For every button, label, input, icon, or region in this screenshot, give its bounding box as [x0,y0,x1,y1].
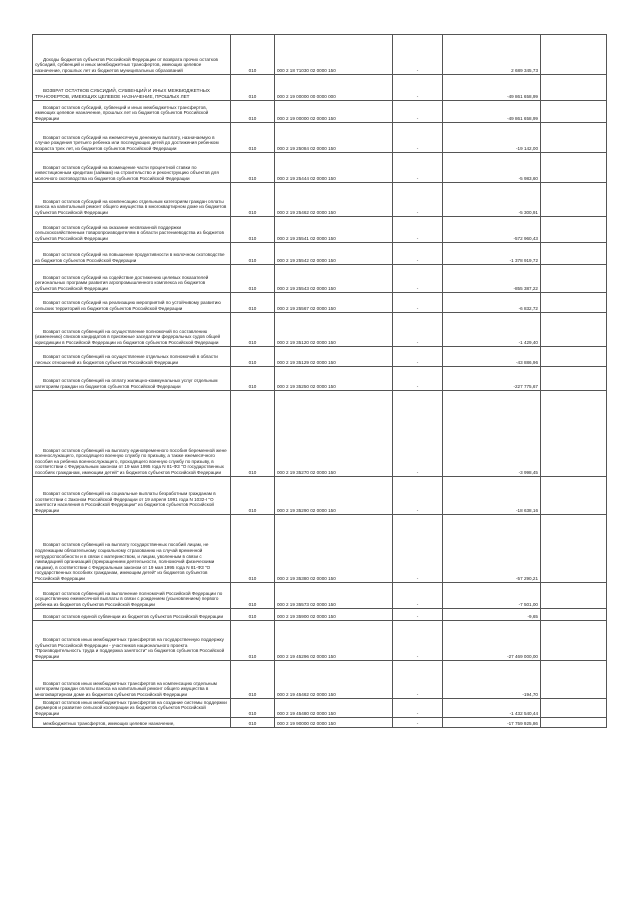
row-name-cell: Возврат остатков субвенций на выполнение полномочий Российской Федерации по осуществлению ежемесячной выплаты в связи с рождением (усыновлением) первого ребенка из бюджетов субъектов Российской Федерации [33,583,231,609]
row-approved-cell: - [393,183,443,217]
row-line-code-cell: 010 [231,609,275,621]
table-row [33,661,607,699]
row-executed-amount-cell: -49 861 658,99 [443,75,541,101]
row-approved-cell: - [393,243,443,265]
row-executed-amount-cell: -194,70 [443,661,541,699]
row-name-cell: Доходы бюджетов субъектов Российской Федерации от возврата прочих остатков субсидий, субвенций и иных межбюджетных трансфертов, имеющих целевое назначение, прошлых лет из бюджетов муниципальных образований [33,35,231,75]
row-unexecuted-cell [541,621,607,661]
row-budget-code-cell: 000 2 19 25462 02 0000 150 [275,183,393,217]
row-name-cell: ВОЗВРАТ ОСТАТКОВ СУБСИДИЙ, СУБВЕНЦИЙ И ИНЫХ МЕЖБЮДЖЕТНЫХ ТРАНСФЕРТОВ, ИМЕЮЩИХ ЦЕЛЕВОЕ НАЗНАЧЕНИЕ, ПРОШЛЫХ ЛЕТ [33,75,231,101]
row-budget-code-cell: 000 2 19 45480 02 0000 150 [275,699,393,718]
row-executed-amount-cell: -49 861 658,99 [443,101,541,123]
row-executed-amount-cell: -19 142,00 [443,123,541,153]
table-row [33,621,607,661]
row-approved-cell: - [393,75,443,101]
row-name-cell: Возврат остатков субвенций на социальные выплаты безработным гражданам в соответствии с Законом Российской Федерации от 19 апреля 1991 года N 1032-I "О занятости населения в Российской Федерации" из бюджетов субъектов Российской Федерации [33,477,231,515]
row-executed-amount-cell: -57 290,21 [443,515,541,583]
row-executed-amount-cell: -1 378 919,72 [443,243,541,265]
row-name-cell: Возврат остатков субсидий на компенсацию отдельным категориям граждан оплаты взноса на капитальный ремонт общего имущества в многоквартирном доме из бюджетов субъектов Российской Федерации [33,183,231,217]
row-budget-code-cell: 000 2 19 25567 02 0000 150 [275,293,393,313]
row-line-code-cell: 010 [231,367,275,391]
row-approved-cell: - [393,101,443,123]
row-unexecuted-cell [541,717,607,727]
row-budget-code-cell: 000 2 19 25543 02 0000 150 [275,265,393,293]
row-approved-cell: - [393,293,443,313]
row-approved-cell: - [393,367,443,391]
table-row [33,153,607,183]
budget-report-table [32,34,607,728]
row-budget-code-cell: 000 2 19 35250 02 0000 150 [275,367,393,391]
row-name-cell: Возврат остатков субсидий на повышение продуктивности в молочном скотоводстве из бюджетов субъектов Российской Федерации [33,243,231,265]
row-executed-amount-cell: -27 469 000,00 [443,621,541,661]
row-line-code-cell: 010 [231,347,275,367]
row-approved-cell: - [393,699,443,718]
row-approved-cell: - [393,621,443,661]
row-budget-code-cell: 000 2 19 35573 02 0000 150 [275,583,393,609]
row-line-code-cell: 010 [231,313,275,347]
row-unexecuted-cell [541,183,607,217]
row-line-code-cell: 010 [231,621,275,661]
row-name-cell: Возврат остатков субсидий на содействие достижению целевых показателей региональных программ развития агропромышленного комплекса из бюджетов субъектов Российской Федерации [33,265,231,293]
row-name-cell: Возврат остатков субвенций на оплату жилищно-коммунальных услуг отдельным категориям граждан из бюджетов субъектов Российской Федерации [33,367,231,391]
row-name-cell: Возврат остатков субсидий, субвенций и иных межбюджетных трансфертов, имеющих целевое назначение, прошлых лет из бюджетов субъектов Российской Федерации [33,101,231,123]
row-unexecuted-cell [541,35,607,75]
row-budget-code-cell: 000 2 19 35120 02 0000 150 [275,313,393,347]
row-executed-amount-cell: -5 983,60 [443,153,541,183]
row-name-cell: Возврат остатков иных межбюджетных трансфертов на государственную поддержку субъектов Российской Федерации - участников национального проекта "Производительность труда и поддержка занятости" из бюджетов субъектов Российской Федерации [33,621,231,661]
row-executed-amount-cell: -18 638,16 [443,477,541,515]
row-approved-cell: - [393,661,443,699]
row-budget-code-cell: 000 2 19 25084 02 0000 150 [275,123,393,153]
row-executed-amount-cell: -1 432 540,44 [443,699,541,718]
row-line-code-cell: 010 [231,243,275,265]
table-row [33,123,607,153]
row-approved-cell: - [393,35,443,75]
row-unexecuted-cell [541,75,607,101]
row-executed-amount-cell: -6 832,72 [443,293,541,313]
row-unexecuted-cell [541,123,607,153]
row-approved-cell: - [393,515,443,583]
table-row [33,367,607,391]
row-unexecuted-cell [541,367,607,391]
table-row [33,391,607,477]
row-name-cell: Возврат остатков субсидий на возмещение части процентной ставки по инвестиционным кредитам (займам) на строительство и реконструкцию объектов для молочного скотоводства из бюджетов субъектов Российской Федерации [33,153,231,183]
row-unexecuted-cell [541,699,607,718]
row-line-code-cell: 010 [231,35,275,75]
row-approved-cell: - [393,609,443,621]
row-line-code-cell: 010 [231,391,275,477]
row-line-code-cell: 010 [231,477,275,515]
row-name-cell: Возврат остатков единой субвенции из бюджетов субъектов Российской Федерации [33,609,231,621]
row-executed-amount-cell: -572 960,43 [443,217,541,243]
row-name-cell: Возврат остатков субвенций на выплату государственных пособий лицам, не подлежащим обязательному социальному страхованию на случай временной нетрудоспособности и в связи с материнством, и лицам, уволенным в связи с ликвидацией организаций (прекращением деятельности, полномочий физическими лицами), в соответствии с Федеральным законом от 19 мая 1995 года N 81-ФЗ "О государственных пособиях гражданам, имеющим детей" из бюджетов субъектов Российской Федерации [33,515,231,583]
row-name-cell: Возврат остатков субвенций на осуществление полномочий по составлению (изменению) списков кандидатов в присяжные заседатели федеральных судов общей юрисдикции в Российской Федерации из бюджетов субъектов Российской Федерации [33,313,231,347]
row-name-cell: Возврат остатков субвенций на осуществление отдельных полномочий в области лесных отношений из бюджетов субъектов Российской Федерации [33,347,231,367]
row-executed-amount-cell: -855 387,22 [443,265,541,293]
row-line-code-cell: 010 [231,75,275,101]
row-approved-cell: - [393,265,443,293]
table-row [33,265,607,293]
row-approved-cell: - [393,347,443,367]
row-budget-code-cell: 000 2 19 25542 02 0000 150 [275,243,393,265]
row-executed-amount-cell: -9,65 [443,609,541,621]
row-budget-code-cell: 000 2 19 35380 02 0000 150 [275,515,393,583]
row-approved-cell: - [393,153,443,183]
row-budget-code-cell: 000 2 19 35270 02 0000 150 [275,391,393,477]
row-budget-code-cell: 000 2 19 35129 02 0000 150 [275,347,393,367]
row-unexecuted-cell [541,477,607,515]
table-row [33,243,607,265]
row-unexecuted-cell [541,609,607,621]
row-name-cell: Возврат остатков иных межбюджетных трансфертов на компенсацию отдельным категориям граждан оплаты взноса на капитальный ремонт общего имущества в многоквартирном доме из бюджетов субъектов Российской Федерации [33,661,231,699]
row-executed-amount-cell: -1 429,40 [443,313,541,347]
table-row [33,101,607,123]
table-row [33,515,607,583]
row-line-code-cell: 010 [231,123,275,153]
report-page [32,34,606,728]
row-line-code-cell: 010 [231,217,275,243]
table-row [33,183,607,217]
row-line-code-cell: 010 [231,101,275,123]
table-row [33,217,607,243]
row-name-cell: Возврат остатков субсидий на реализацию мероприятий по устойчивому развитию сельских территорий из бюджетов субъектов Российской Федерации [33,293,231,313]
row-budget-code-cell: 000 2 19 00000 02 0000 150 [275,101,393,123]
table-row [33,75,607,101]
row-approved-cell: - [393,391,443,477]
row-line-code-cell: 010 [231,717,275,727]
table-row [33,583,607,609]
row-budget-code-cell: 000 2 19 35290 02 0000 150 [275,477,393,515]
row-name-cell: межбюджетных трансфертов, имеющих целевое назначение, [33,717,231,727]
row-unexecuted-cell [541,153,607,183]
row-line-code-cell: 010 [231,515,275,583]
row-unexecuted-cell [541,217,607,243]
table-row [33,313,607,347]
row-approved-cell: - [393,123,443,153]
row-budget-code-cell: 000 2 19 45296 02 0000 150 [275,621,393,661]
report-body [33,35,607,728]
table-row [33,347,607,367]
row-unexecuted-cell [541,313,607,347]
row-budget-code-cell: 000 2 18 71030 02 0000 150 [275,35,393,75]
table-row [33,293,607,313]
row-unexecuted-cell [541,515,607,583]
row-executed-amount-cell: 2 689 345,73 [443,35,541,75]
table-row [33,699,607,718]
table-row [33,35,607,75]
row-approved-cell: - [393,583,443,609]
row-unexecuted-cell [541,661,607,699]
row-name-cell: Возврат остатков иных межбюджетных трансфертов на создание системы поддержки фермеров и развитие сельской кооперации из бюджетов субъектов Российской Федерации [33,699,231,718]
row-unexecuted-cell [541,293,607,313]
row-approved-cell: - [393,217,443,243]
row-budget-code-cell: 000 2 19 35900 02 0000 150 [275,609,393,621]
row-executed-amount-cell: -5 300,91 [443,183,541,217]
row-budget-code-cell: 000 2 19 90000 02 0000 150 [275,717,393,727]
row-approved-cell: - [393,717,443,727]
table-row [33,717,607,727]
row-executed-amount-cell: -43 886,96 [443,347,541,367]
row-line-code-cell: 010 [231,265,275,293]
row-unexecuted-cell [541,101,607,123]
row-budget-code-cell: 000 2 19 25444 02 0000 150 [275,153,393,183]
row-unexecuted-cell [541,347,607,367]
row-budget-code-cell: 000 2 19 25541 02 0000 150 [275,217,393,243]
row-unexecuted-cell [541,583,607,609]
row-approved-cell: - [393,313,443,347]
row-unexecuted-cell [541,265,607,293]
row-line-code-cell: 010 [231,183,275,217]
row-executed-amount-cell: -227 775,67 [443,367,541,391]
row-line-code-cell: 010 [231,153,275,183]
row-line-code-cell: 010 [231,699,275,718]
row-name-cell: Возврат остатков субсидий на оказание несвязанной поддержки сельскохозяйственным товаропроизводителям в области растениеводства из бюджетов субъектов Российской Федерации [33,217,231,243]
row-line-code-cell: 010 [231,293,275,313]
row-budget-code-cell: 000 2 19 45462 02 0000 150 [275,661,393,699]
row-executed-amount-cell: -17 759 925,86 [443,717,541,727]
row-line-code-cell: 010 [231,583,275,609]
table-row [33,609,607,621]
row-approved-cell: - [393,477,443,515]
row-executed-amount-cell: -3 998,45 [443,391,541,477]
row-budget-code-cell: 000 2 19 00000 00 0000 000 [275,75,393,101]
row-executed-amount-cell: -7 501,00 [443,583,541,609]
row-unexecuted-cell [541,243,607,265]
row-unexecuted-cell [541,391,607,477]
row-line-code-cell: 010 [231,661,275,699]
row-name-cell: Возврат остатков субвенций на выплату единовременного пособия беременной жене военнослужащего, проходящего военную службу по призыву, а также ежемесячного пособия на ребенка военнослужащего, проходящего военную службу по призыву, в соответствии с Федеральным законом от 19 мая 1995 года N 81-ФЗ "О государственных пособиях гражданам, имеющим детей" из бюджетов субъектов Российской Федерации [33,391,231,477]
table-row [33,477,607,515]
row-name-cell: Возврат остатков субсидий на ежемесячную денежную выплату, назначаемую в случае рождения третьего ребенка или последующих детей до достижения ребенком возраста трех лет, из бюджетов субъектов Российской Федерации [33,123,231,153]
